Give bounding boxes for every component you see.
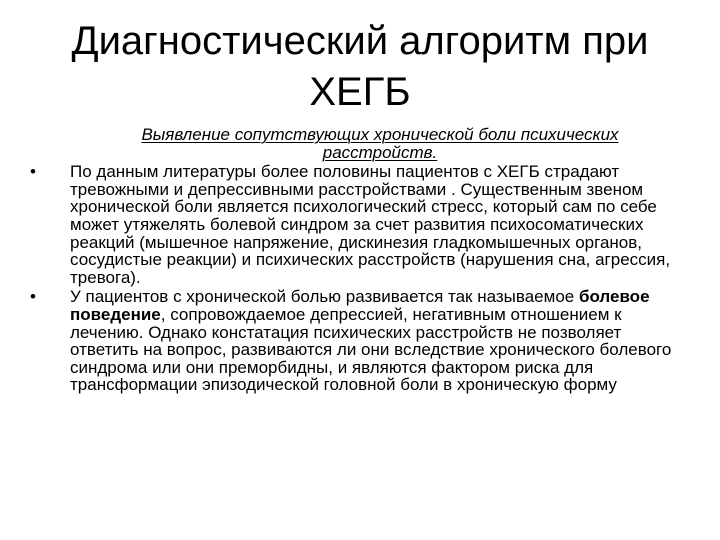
bullet-item-2 [30,287,690,395]
title-line-2: ХЕГБ [309,70,411,114]
bullet-1-text: По данным литературы более половины пациентов с ХЕГБ страдают тревожными и депрессивными расстройствами . Существенным звеном хронической боли является психологический стресс, который сам по себе может утяжелять болевой синдром за счет развития психосоматических реакций (мышечное напряжение, дискинезия гладкомышечных органов, сосудистые реакции) и психических расстройств (нарушения сна, агрессия, тревога). [70,162,671,287]
bullet-item-1 [30,162,690,287]
bullet-2-text-end: , сопровождаемое депрессией, негативным отношением к лечению. Однако констатация психических расстройств не позволяет ответить на вопрос, развиваются ли они вследствие хронического болевого синдрома или они преморбидны, и являются фактором риска для трансформации эпизодической головной боли в хроническую форму [70,304,672,395]
slide-title [20,16,700,118]
subheading-line-2: расстройств. [322,142,438,162]
bullet-marker-1: • [30,162,36,182]
subheading [70,126,690,161]
subheading-line-1: Выявление сопутствующих хронической боли психических [141,125,619,144]
bullet-list [30,162,690,395]
bullet-marker-2: • [30,287,36,307]
title-line-1: Диагностический алгоритм при [71,19,649,63]
slide-content [30,125,690,396]
bullet-2-bold-term: болевое поведение [70,287,650,324]
bullet-2-text-start: У пациентов с хронической болью развивается так называемое [70,287,579,307]
